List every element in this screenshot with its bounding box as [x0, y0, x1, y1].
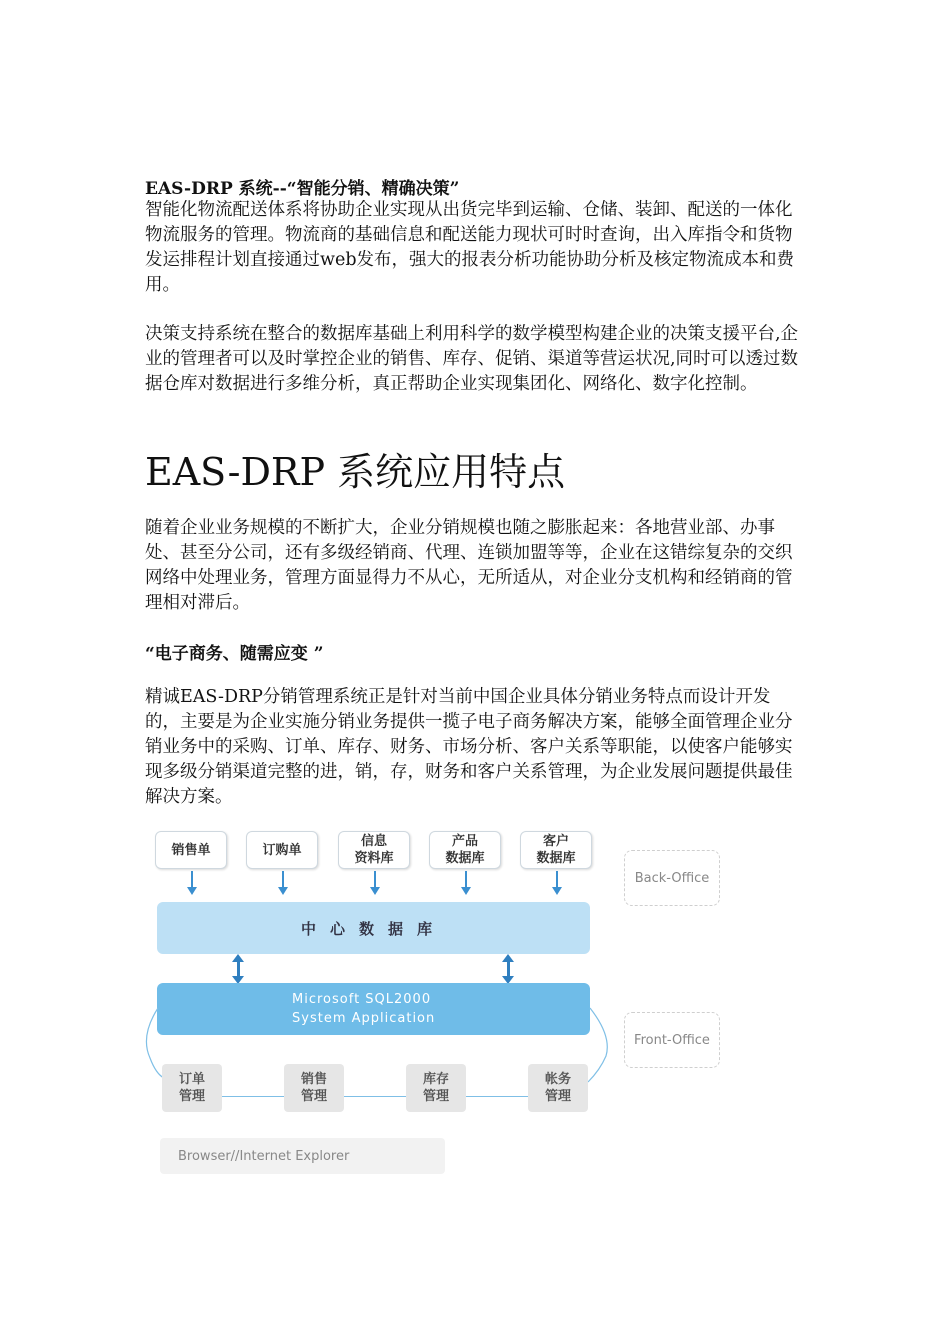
paragraph-business-growth: 随着企业业务规模的不断扩大，企业分销规模也随之膨胀起来：各地营业部、办事处、甚至分公司，还有多级经销商、代理、连锁加盟等等，企业在这错综复杂的交织网络中处理业务，管理方面显得力不从心，无所适从，对企业分支机构和经销商的管理相对滞后。 [145, 518, 793, 613]
architecture-diagram [140, 826, 740, 1186]
box-inventory-management: 库存 管理 [406, 1064, 466, 1112]
subheading-ecommerce: “电子商务、随需应变 ” [145, 644, 324, 664]
arrow-down-icon [374, 871, 376, 888]
central-database: 中心数据库 [157, 902, 590, 954]
box-info-database: 信息 资料库 [338, 831, 410, 869]
paragraph-decision-support: 决策支持系统在整合的数据库基础上利用科学的数学模型构建企业的决策支援平台,企业的管理者可以及时掌控企业的销售、库存、促销、渠道等营运状况,同时可以透过数据仓库对数据进行多维分析，真正帮助企业实现集团化、网络化、数字化控制。 [145, 324, 799, 394]
arrow-down-icon [282, 871, 284, 888]
front-office-label: Front-Office [624, 1012, 720, 1068]
box-product-database: 产品 数据库 [429, 831, 501, 869]
paragraph-logistics: 智能化物流配送体系将协助企业实现从出货完毕到运输、仓储、装卸、配送的一体化物流服务的管理。物流商的基础信息和配送能力现状可时时查询，出入库指令和货物发运排程计划直接通过web发布，强大的报表分析功能协助分析及核定物流成本和费用。 [145, 200, 795, 295]
connector-line [344, 1096, 406, 1097]
connector-line [466, 1096, 528, 1097]
box-sales-management: 销售 管理 [284, 1064, 344, 1112]
back-office-label: Back-Office [624, 850, 720, 906]
browser-bar: Browser//Internet Explorer [160, 1138, 445, 1174]
double-arrow-icon [237, 962, 240, 976]
arrow-down-icon [191, 871, 193, 888]
box-accounting-management: 帐务 管理 [528, 1064, 588, 1112]
arrow-down-icon [556, 871, 558, 888]
section-heading: EAS-DRP 系统--“智能分销、精确决策” [145, 179, 460, 199]
box-purchase-order: 订购单 [246, 831, 318, 869]
box-sales-order: 销售单 [155, 831, 227, 869]
box-order-management: 订单 管理 [162, 1064, 222, 1112]
box-customer-database: 客户 数据库 [520, 831, 592, 869]
connector-line [222, 1096, 284, 1097]
sql-server-bar: Microsoft SQL2000 System Application [157, 983, 590, 1035]
paragraph-solution: 精诚EAS-DRP分销管理系统正是针对当前中国企业具体分销业务特点而设计开发的，主要是为企业实施分销业务提供一揽子电子商务解决方案，能够全面管理企业分销业务中的采购、订单、库存、财务、市场分析、客户关系等职能，以使客户能够实现多级分销渠道完整的进，销，存，财务和客户关系管理，为企业发展问题提供最佳解决方案。 [145, 687, 793, 807]
arrow-down-icon [465, 871, 467, 888]
page-title: EAS-DRP 系统应用特点 [145, 450, 566, 494]
double-arrow-icon [507, 962, 510, 976]
